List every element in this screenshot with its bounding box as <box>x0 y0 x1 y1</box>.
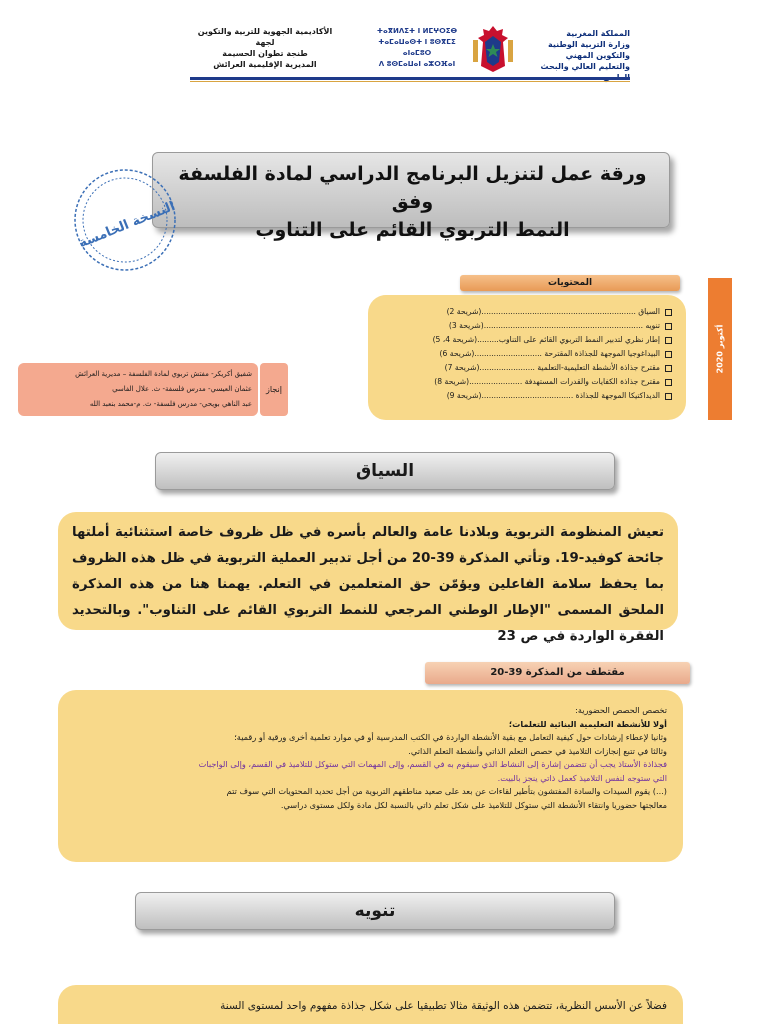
contents-item-label: البيداغوجيا الموجهة للجذاذة المقترحة ............................(شريحة 6) <box>439 349 660 358</box>
checkbox-icon <box>665 351 672 358</box>
academy-header <box>190 26 340 70</box>
contents-item[interactable] <box>382 319 672 333</box>
contents-item[interactable] <box>382 375 672 389</box>
ministry-line-1: المملكة المغربية <box>566 29 630 38</box>
author-line: عبد الناهي بويحي- مدرس فلسفة- ث. م-محمد بنعبد الله <box>89 400 252 408</box>
page-title <box>160 160 665 244</box>
contents-panel <box>368 295 686 420</box>
author-line: شفيق أكريكر- مفتش تربوي لمادة الفلسفة – مديرية العرائش <box>75 370 252 378</box>
academy-line-1: الأكاديمية الجهوية للتربية والتكوين لجهة <box>197 27 333 47</box>
note-panel <box>58 985 683 1024</box>
title-line-1: ورقة عمل لتنزيل البرنامج الدراسي لمادة الفلسفة وفق <box>178 163 647 213</box>
contents-item[interactable] <box>382 305 672 319</box>
authors-panel <box>18 363 258 416</box>
excerpt-line: فجذاذة الأستاذ يجب أن تتضمن إشارة إلى النشاط الذي سيقوم به في القسم، وإلى المهمات التي ستوكل للتلاميذ في القسم، وإلى الواجبات <box>198 759 667 769</box>
contents-item-label: إطار نظري لتدبير النمط التربوي القائم على التناوب.........(شريحة 4، 5) <box>432 335 660 344</box>
contents-item-label: تنويه ..................................................................(شريحة 3) <box>448 321 660 330</box>
context-panel <box>58 512 678 644</box>
checkbox-icon <box>665 309 672 316</box>
checkbox-icon <box>665 393 672 400</box>
excerpt-panel <box>58 690 683 862</box>
excerpt-line: معالجتها حضوريا وانتقاء الأنشطة التي ستوكل للتلاميذ على شكل تعلم ذاتي بالنسبة لكل مادة ولكل مستوى دراسي. <box>280 799 667 810</box>
academy-line-2: طنجة تطوان الحسيمة <box>222 49 308 58</box>
excerpt-line: أولا للأنشطة التعليمية البنائية للتعلمات؛ <box>508 718 667 729</box>
context-heading: السياق <box>155 452 615 490</box>
contents-heading: المحتويات <box>460 275 680 291</box>
ministry-line-2: وزارة التربية الوطنية والتكوين المهني <box>547 40 630 60</box>
amazigh-line-1: ⵜⴰⴳⵍⴷⵉⵜ ⵏ ⵍⵎⵖⵔⵉⴱ <box>376 27 458 35</box>
note-heading: تنويه <box>135 892 615 930</box>
excerpt-line: وثانيا لإعطاء إرشادات حول كيفية التعامل مع بقية الأنشطة الواردة في الكتب المدرسية أو في موارد تعلمية أخرى ورقية أو رقمية؛ <box>234 732 667 742</box>
checkbox-icon <box>665 323 672 330</box>
contents-item[interactable] <box>382 389 672 403</box>
context-paragraph: تعيش المنظومة التربوية وبلادنا عامة والعالم بأسره في ظل ظروف خاصة استثنائية أملتها جائحة كوفيد-19. وتأتي المذكرة 39-20 من أجل تدبير العملية التربوية في ظل هذه الظروف بما يحفظ سلامة الفاعلين ويؤمّن حق المتعلمين في التعلم. يهمنا هنا من هذه المذكرة الملحق المسمى "الإطار الوطني المرجعي للنمط التربوي القائم على التناوب". وبالتحديد الفقرة الواردة في ص 23 <box>72 525 665 644</box>
ministry-line-3: والتعليم العالي والبحث <box>540 62 630 71</box>
excerpt-line: (...) يقوم السيدات والسادة المفتشون بتأطير لقاءات عن بعد على صعيد مناطقهم التربوية من أجل تحديد المحتويات التي سوف تتم <box>226 786 667 796</box>
header-divider <box>190 77 630 80</box>
excerpt-line: وثالثا في تتبع إنجازات التلاميذ في حصص التعلم الذاتي وأنشطة التعلم الذاتي. <box>408 745 667 756</box>
amazigh-line-2: ⵜⴰⵎⴰⵡⴰⵙⵜ ⵏ ⵓⵙⴳⵎⵉ ⴰⵏⴰⵎⵓⵔ <box>378 38 456 57</box>
header-divider-accent <box>190 81 630 82</box>
ministry-header <box>520 28 630 83</box>
excerpt-heading: مقتطف من المذكرة 39-20 <box>425 662 690 684</box>
stamp-text: النسخة الخامسة <box>76 198 178 252</box>
checkbox-icon <box>665 379 672 386</box>
contents-item-label: الديداكتيكا الموجهة للجذاذة ......................................(شريحة 9) <box>446 391 660 400</box>
amazigh-header <box>367 26 467 70</box>
note-paragraph: فضلاً عن الأسس النظرية، تتضمن هذه الوثيقة مثالا تطبيقيا على شكل جذاذة مفهوم واحد لمستوى السنة <box>220 1000 667 1012</box>
contents-item[interactable] <box>382 333 672 347</box>
contents-item-label: مقترح جذاذة الأنشطة التعليمية-التعلمية .......................(شريحة 7) <box>444 363 660 372</box>
academy-line-3: المديرية الإقليمية العرائش <box>213 60 317 69</box>
checkbox-icon <box>665 365 672 372</box>
date-label: أكتوبر 2020 <box>715 324 725 374</box>
excerpt-line: التي ستوجه لنفس التلاميذ كعمل ذاتي ينجز بالبيت. <box>497 772 667 783</box>
coat-of-arms-icon <box>470 22 516 74</box>
authors-label: إنجاز <box>260 363 288 416</box>
title-line-2: النمط التربوي القائم على التناوب <box>255 219 570 241</box>
contents-item[interactable] <box>382 347 672 361</box>
amazigh-line-3: ⴷ ⵓⵙⵎⴰⵡⴰⵏ ⴰⵣⵔⴼⴰⵏ <box>378 60 456 68</box>
excerpt-line: تخصص الحصص الحضورية: <box>575 705 667 715</box>
contents-item-label: السياق ................................................................(شريحة 2) <box>446 307 660 316</box>
contents-item-label: مقترح جذاذة الكفايات والقدرات المستهدفة ......................(شريحة 8) <box>434 377 660 386</box>
author-line: عثمان العيسي- مدرس فلسفة- ث. علال الفاسي <box>112 385 252 393</box>
date-sidebar <box>708 278 732 420</box>
checkbox-icon <box>665 337 672 344</box>
edition-stamp <box>70 165 180 275</box>
contents-item[interactable] <box>382 361 672 375</box>
